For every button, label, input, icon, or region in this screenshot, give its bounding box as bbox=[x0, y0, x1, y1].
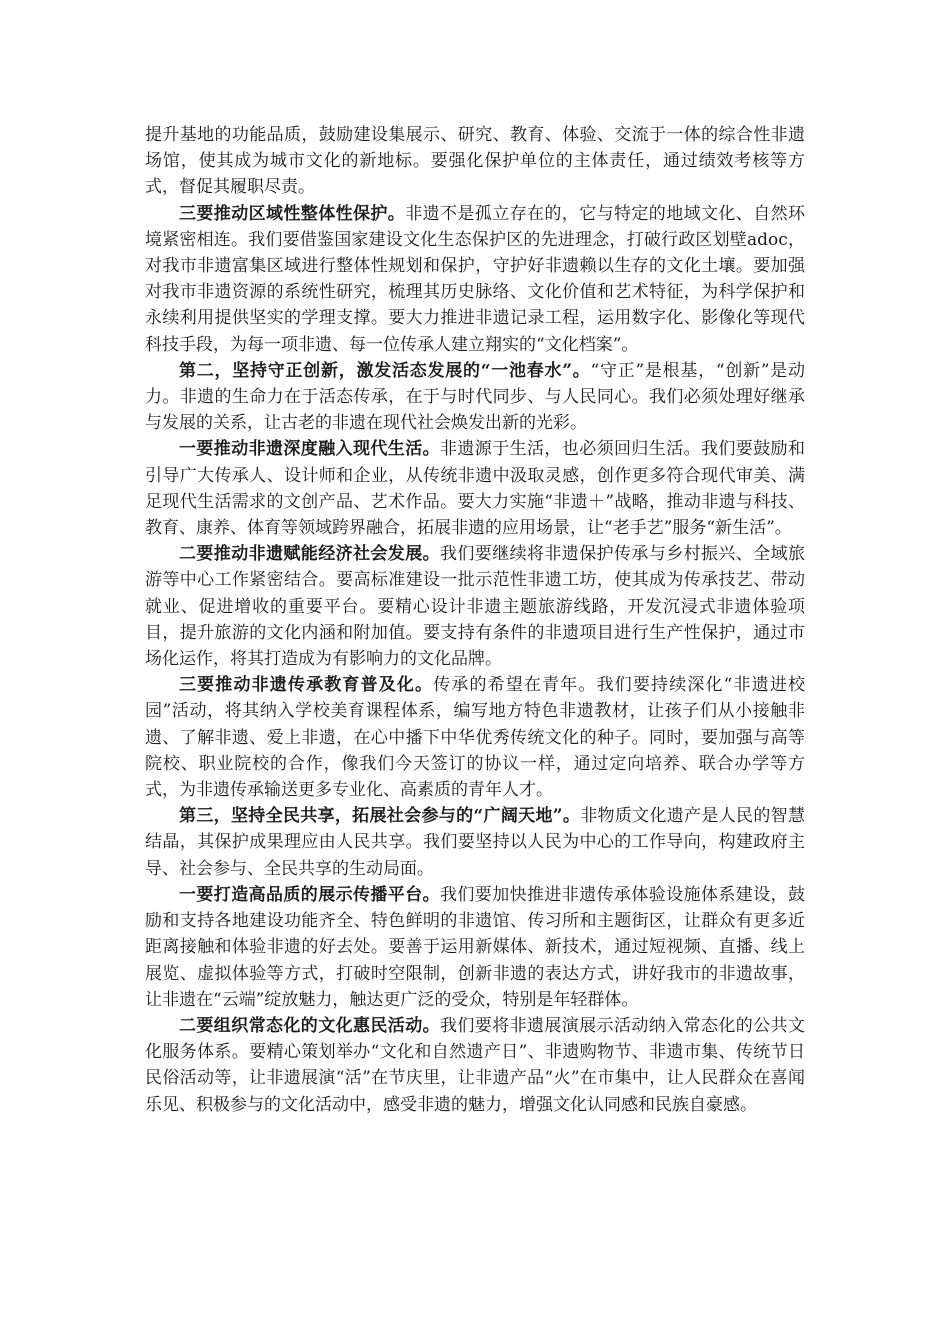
paragraph-regional-protection bbox=[145, 201, 805, 358]
paragraph-heading: 第二，坚持守正创新，激发活态发展的“一池春水”。 bbox=[179, 360, 591, 381]
paragraph-heading: 三要推动非遗传承教育普及化。 bbox=[179, 675, 434, 696]
paragraph-text: 提升基地的功能品质，鼓励建设集展示、研究、教育、体验、交流于一体的综合性非遗场馆，使其成为城市文化的新地标。要强化保护单位的主体责任，通过绩效考核等方式，督促其履职尽责。 bbox=[145, 125, 805, 198]
paragraph-continuation bbox=[145, 122, 805, 201]
paragraph-text: 非遗源于生活，也必须回归生活。我们要鼓励和引导广大传承人、设计师和企业，从传统非遗中汲取灵感，创作更多符合现代审美、满足现代生活需求的文创产品、艺术作品。要大力实施“非遗＋”战略，推动非遗与科技、教育、康养、体育等领域跨界融合，拓展非遗的应用场景，让“老手艺”服务“新生活”。 bbox=[145, 439, 805, 539]
section-heading-innovation bbox=[145, 358, 805, 437]
paragraph-text: 非遗不是孤立存在的，它与特定的地域文化、自然环境紧密相连。我们要借鉴国家建设文化生态保护区的先进理念，打破行政区划壁adoc，对我市非遗富集区域进行整体性规划和保护，守护好非遗赖以生存的文化土壤。要加强对我市非遗资源的系统性研究，梳理其历史脉络、文化价值和艺术特征，为科学保护和永续利用提供坚实的学理支撑。要大力推进非遗记录工程，运用数字化、影像化等现代科技手段，为每一项非遗、每一位传承人建立翔实的“文化档案”。 bbox=[145, 203, 806, 355]
paragraph-heading: 一要推动非遗深度融入现代生活。 bbox=[179, 439, 440, 460]
paragraph-heading: 一要打造高品质的展示传播平台。 bbox=[179, 884, 440, 905]
paragraph-text: 我们要将非遗展演展示活动纳入常态化的公共文化服务体系。要精心策划举办“文化和自然遗产日”、非遗购物节、非遗市集、传统节日民俗活动等，让非遗展演“活”在节庆里，让非遗产品“火”在市集中，让人民群众在喜闻乐见、积极参与的文化活动中，感受非遗的魅力，增强文化认同感和民族自豪感。 bbox=[145, 1015, 805, 1115]
paragraph-text: 我们要加快推进非遗传承体验设施体系建设，鼓励和支持各地建设功能齐全、特色鲜明的非遗馆、传习所和主题街区，让群众有更多近距离接触和体验非遗的好去处。要善于运用新媒体、新技术，通过短视频、直播、线上展览、虚拟体验等方式，打破时空限制，创新非遗的表达方式，讲好我市的非遗故事，让非遗在“云端”绽放魅力，触达更广泛的受众，特别是年轻群体。 bbox=[145, 884, 805, 1010]
paragraph-text: 非物质文化遗产是人民的智慧结晶，其保护成果理应由人民共享。我们要坚持以人民为中心的工作导向，构建政府主导、社会参与、全民共享的生动局面。 bbox=[145, 806, 805, 879]
paragraph-heading: 三要推动区域性整体性保护。 bbox=[179, 203, 406, 224]
paragraph-education bbox=[145, 672, 805, 803]
paragraph-text: 传承的希望在青年。我们要持续深化“非遗进校园”活动，将其纳入学校美育课程体系，编写地方特色非遗教材，让孩子们从小接触非遗、了解非遗、爱上非遗，在心中播下中华优秀传统文化的种子。同时，要加强与高等院校、职业院校的合作，像我们今天签订的协议一样，通过定向培养、联合办学等方式，为非遗传承输送更多专业化、高素质的青年人才。 bbox=[145, 675, 805, 801]
paragraph-text: 我们要继续将非遗保护传承与乡村振兴、全域旅游等中心工作紧密结合。要高标准建设一批示范性非遗工坊，使其成为传承技艺、带动就业、促进增收的重要平台。要精心设计非遗主题旅游线路，开发沉浸式非遗体验项目，提升旅游的文化内涵和附加值。要支持有条件的非遗项目进行生产性保护，通过市场化运作，将其打造成为有影响力的文化品牌。 bbox=[145, 544, 805, 670]
paragraph-heading: 二要组织常态化的文化惠民活动。 bbox=[179, 1015, 440, 1036]
paragraph-economic-development bbox=[145, 541, 805, 672]
document-body bbox=[145, 122, 805, 1118]
paragraph-heading: 二要推动非遗赋能经济社会发展。 bbox=[179, 544, 440, 565]
paragraph-display-platform bbox=[145, 882, 805, 1013]
section-heading-sharing bbox=[145, 803, 805, 882]
paragraph-modern-life bbox=[145, 436, 805, 541]
paragraph-text: “守正”是根基，“创新”是动力。非遗的生命力在于活态传承，在于与时代同步、与人民同心。我们必须处理好继承与发展的关系，让古老的非遗在现代社会焕发出新的光彩。 bbox=[145, 360, 806, 434]
paragraph-cultural-activities bbox=[145, 1013, 805, 1118]
paragraph-heading: 第三，坚持全民共享，拓展社会参与的“广阔天地”。 bbox=[179, 806, 581, 827]
